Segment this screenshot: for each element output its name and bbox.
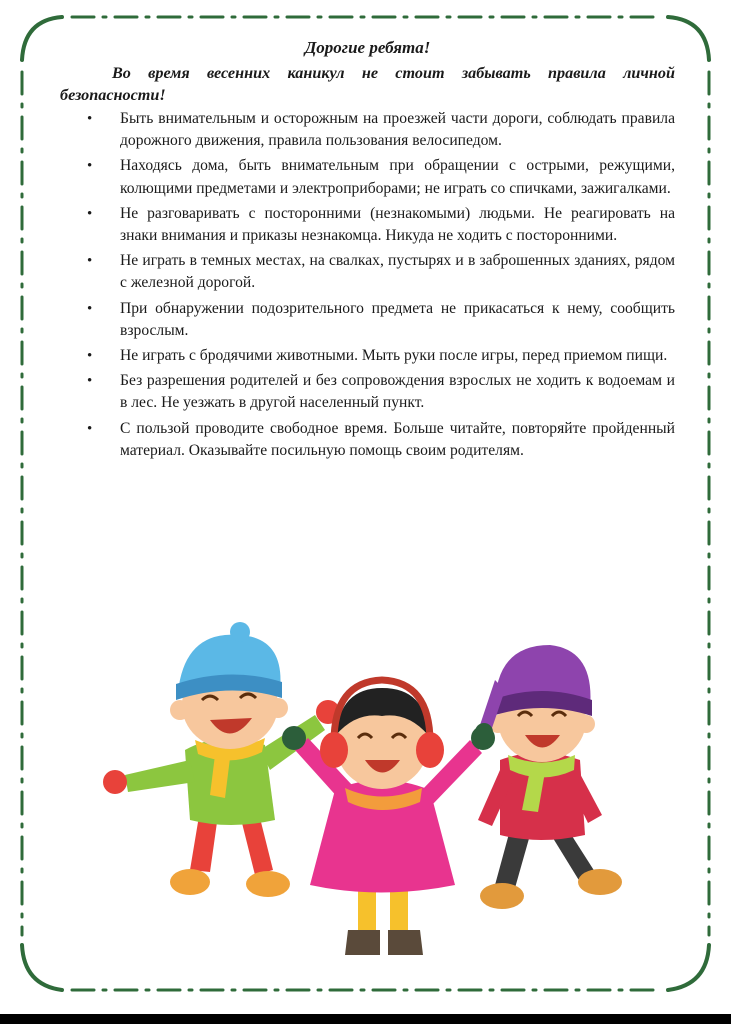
kids-illustration (90, 620, 650, 970)
list-item (60, 298, 675, 342)
rules-list (60, 108, 675, 462)
bullet-icon: • (87, 111, 93, 127)
rule-text: Не играть в темных местах, на свалках, пустырях и в заброшенных зданиях, рядом с железной дорогой. (120, 252, 675, 292)
rule-text: Находясь дома, быть внимательным при обращении с острыми, режущими, колющими предметами и электроприборами; не играть со спичками, зажигалками. (120, 157, 675, 197)
rule-text: Быть внимательным и осторожным на проезжей части дороги, соблюдать правила дорожного движения, правила пользования велосипедом. (120, 110, 675, 150)
list-item (60, 108, 675, 152)
bullet-icon: • (87, 205, 93, 222)
page-title: Дорогие ребята! (304, 38, 431, 57)
bullet-icon: • (87, 420, 93, 437)
list-item (60, 250, 675, 294)
right-boy-figure (475, 645, 622, 909)
intro-text: Во время весенних каникул не стоит забывать правила личной безопасности! (60, 64, 675, 104)
rule-text: При обнаружении подозрительного предмета не прикасаться к нему, сообщить взрослым. (120, 299, 675, 339)
bullet-icon: • (87, 348, 93, 365)
rule-text: Не играть с бродячими животными. Мыть руки после игры, перед приемом пищи. (120, 347, 668, 365)
list-item (60, 418, 675, 462)
rule-text: Не разговаривать с посторонними (незнакомыми) людьми. Не реагировать на знаки внимания и приказы незнакомца. Никуда не ходить с посторонними. (120, 204, 675, 245)
list-item (60, 370, 675, 414)
rule-text: Без разрешения родителей и без сопровождения взрослых не ходить к водоемам и в лес. Не уезжать в другой населенный пункт. (120, 372, 675, 412)
list-item (60, 155, 675, 199)
bullet-icon: • (87, 253, 93, 270)
notice-content (60, 38, 675, 465)
bottom-bar (0, 1014, 731, 1024)
rule-text: С пользой проводите свободное время. Больше читайте, повторяйте пройденный материал. Оказывайте посильную помощь своим родителям. (120, 419, 675, 459)
list-item (60, 203, 675, 247)
bullet-icon: • (87, 300, 93, 317)
bullet-icon: • (87, 373, 93, 390)
list-item (60, 345, 675, 367)
bullet-icon: • (87, 158, 93, 175)
